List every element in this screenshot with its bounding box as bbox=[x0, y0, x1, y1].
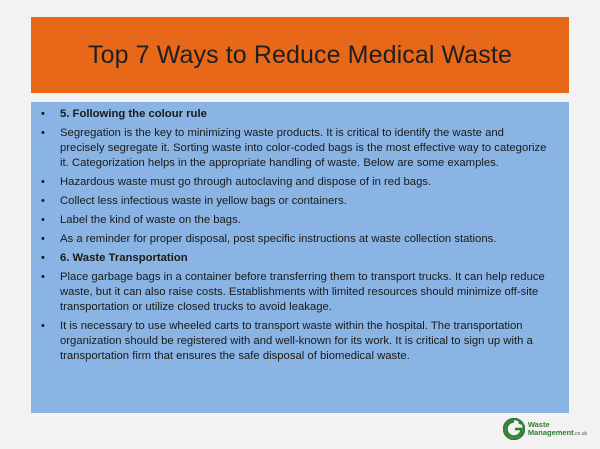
bullet-text: 5. Following the colour rule bbox=[60, 108, 207, 120]
bullet-icon: • bbox=[41, 320, 45, 332]
bullet-item bbox=[41, 319, 551, 364]
recycle-g-icon bbox=[503, 418, 525, 440]
bullet-icon: • bbox=[41, 214, 45, 226]
bullet-item bbox=[41, 232, 551, 247]
bullet-icon: • bbox=[41, 127, 45, 139]
logo-suffix: .co.uk bbox=[573, 430, 587, 437]
logo-line1: Waste bbox=[527, 419, 550, 429]
bullet-text: As a reminder for proper disposal, post specific instructions at waste collection stations. bbox=[60, 233, 497, 245]
bullet-heading-colour-rule bbox=[41, 107, 551, 122]
bullet-item bbox=[41, 270, 551, 315]
bullet-text: Segregation is the key to minimizing waste products. It is critical to identify the waste and precisely segregate it. Sorting waste into color-coded bags is the most effective way to categorize it. Categorization helps in the appropriate handling of waste. Below are some examples. bbox=[60, 127, 547, 169]
bullet-icon: • bbox=[41, 195, 45, 207]
bullet-text: Collect less infectious waste in yellow bags or containers. bbox=[60, 195, 347, 207]
bullet-text: Label the kind of waste on the bags. bbox=[60, 214, 241, 226]
slide-title-bar bbox=[31, 17, 569, 93]
bullet-item bbox=[41, 175, 551, 190]
bullet-item bbox=[41, 194, 551, 209]
content-box bbox=[31, 102, 569, 413]
slide-title: Top 7 Ways to Reduce Medical Waste bbox=[88, 40, 512, 69]
waste-management-logo bbox=[503, 418, 587, 440]
bullet-text: It is necessary to use wheeled carts to transport waste within the hospital. The transportation organization should be registered with and well-known for its work. It is critical to sign up with a transportation firm that ensures the safe disposal of biomedical waste. bbox=[60, 320, 533, 362]
bullet-list bbox=[41, 107, 551, 364]
bullet-icon: • bbox=[41, 233, 45, 245]
logo-text bbox=[528, 421, 587, 438]
bullet-icon: • bbox=[41, 176, 45, 188]
bullet-item bbox=[41, 126, 551, 171]
bullet-icon: • bbox=[41, 252, 45, 264]
bullet-text: Hazardous waste must go through autoclaving and dispose of in red bags. bbox=[60, 176, 432, 188]
bullet-item bbox=[41, 213, 551, 228]
bullet-icon: • bbox=[41, 271, 45, 283]
bullet-text: Place garbage bags in a container before transferring them to transport trucks. It can help reduce waste, but it can also raise costs. Establishments with limited resources should minimize off-site transportation or utilize closed trucks to avoid leakage. bbox=[60, 271, 545, 313]
bullet-text: 6. Waste Transportation bbox=[60, 252, 188, 264]
logo-line2 bbox=[528, 429, 587, 438]
bullet-icon: • bbox=[41, 108, 45, 120]
logo-line2-main: Management bbox=[527, 427, 574, 437]
bullet-heading-waste-transportation bbox=[41, 251, 551, 266]
